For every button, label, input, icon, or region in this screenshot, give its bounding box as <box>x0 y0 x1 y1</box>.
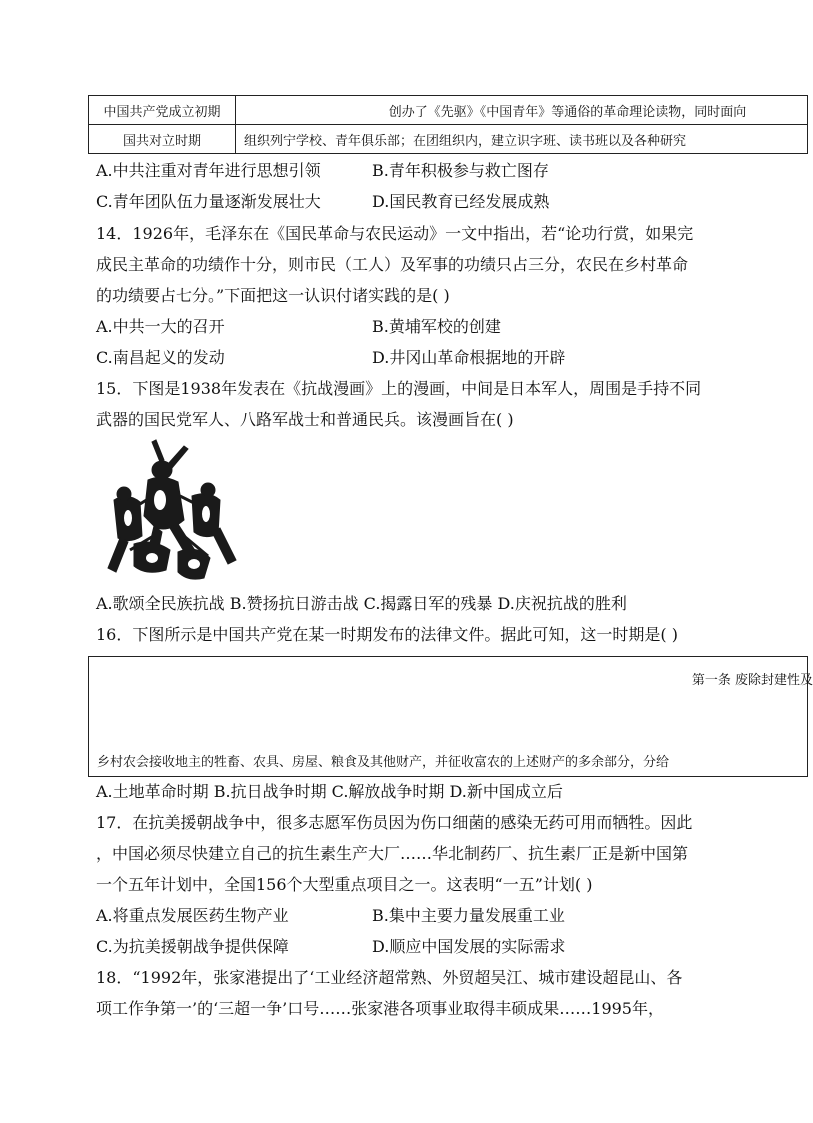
q13-option-c: C.青年团队伍力量逐渐发展壮大 <box>96 192 321 211</box>
q18-stem-line: 18．“1992年，张家港提出了‘工业经济超常熟、外贸超吴江、城市建设超昆山、各 <box>96 968 683 987</box>
table-cell-period: 中国共产党成立初期 <box>89 96 236 125</box>
table-cell-period: 国共对立时期 <box>89 125 236 154</box>
q14-stem-line: 的功绩要占七分。”下面把这一认识付诸实践的是( ) <box>96 286 450 305</box>
q17-option-d: D.顺应中国发展的实际需求 <box>372 937 566 956</box>
law-article-text: 乡村农会接收地主的牲畜、农具、房屋、粮食及其他财产，并征收富农的上述财产的多余部分，分给 <box>97 755 670 770</box>
q14-option-c: C.南昌起义的发动 <box>96 348 225 367</box>
table-cell-content: 创办了《先驱》《中国青年》等通俗的革命理论读物，同时面向 <box>236 96 808 125</box>
law-document-box <box>88 656 813 777</box>
q14-option-d: D.井冈山革命根据地的开辟 <box>372 348 566 367</box>
table-row <box>89 96 808 125</box>
q13-option-b: B.青年积极参与救亡图存 <box>372 161 549 180</box>
q17-option-b: B.集中主要力量发展重工业 <box>372 906 565 925</box>
q16-stem-line: 16．下图所示是中国共产党在某一时期发布的法律文件。据此可知，这一时期是( ) <box>96 625 678 644</box>
q17-stem-line: 一个五年计划中，全国156个大型重点项目之一。这表明“一五”计划( ) <box>96 875 593 894</box>
q15-options: A.歌颂全民族抗战 B.赞扬抗日游击战 C.揭露日军的残暴 D.庆祝抗战的胜利 <box>96 594 627 613</box>
q17-option-a: A.将重点发展医药生物产业 <box>96 906 289 925</box>
law-article-title: 第一条 废除封建性及 <box>691 673 813 688</box>
anti-japanese-war-cartoon <box>100 440 240 585</box>
q17-option-c: C.为抗美援朝战争提供保障 <box>96 937 289 956</box>
q14-stem-line: 14．1926年，毛泽东在《国民革命与农民运动》一文中指出，若“论功行赏，如果完 <box>96 224 694 243</box>
q15-stem-line: 15．下图是1938年发表在《抗战漫画》上的漫画，中间是日本军人，周围是手持不同 <box>96 379 702 398</box>
table-row <box>89 125 808 154</box>
q16-options: A.土地革命时期 B.抗日战争时期 C.解放战争时期 D.新中国成立后 <box>96 782 563 801</box>
q17-stem-line: 17．在抗美援朝战争中，很多志愿军伤员因为伤口细菌的感染无药可用而牺牲。因此 <box>96 813 693 832</box>
q13-option-d: D.国民教育已经发展成熟 <box>372 192 550 211</box>
q17-stem-line: ，中国必须尽快建立自己的抗生素生产大厂……华北制药厂、抗生素厂正是新中国第 <box>96 844 689 863</box>
q15-stem-line: 武器的国民党军人、八路军战士和普通民兵。该漫画旨在( ) <box>96 410 514 429</box>
q14-option-b: B.黄埔军校的创建 <box>372 317 501 336</box>
q13-option-a: A.中共注重对青年进行思想引领 <box>96 161 321 180</box>
q14-option-a: A.中共一大的召开 <box>96 317 225 336</box>
q14-stem-line: 成民主革命的功绩作十分，则市民（工人）及军事的功绩只占三分，农民在乡村革命 <box>96 255 689 274</box>
table-cell-content: 组织列宁学校、青年俱乐部；在团组织内，建立识字班、读书班以及各种研究 <box>236 125 808 154</box>
q18-stem-line: 项工作争第一’的‘三超一争’口号……张家港各项事业取得丰硕成果……1995年， <box>96 999 664 1018</box>
comparison-table <box>88 95 808 154</box>
